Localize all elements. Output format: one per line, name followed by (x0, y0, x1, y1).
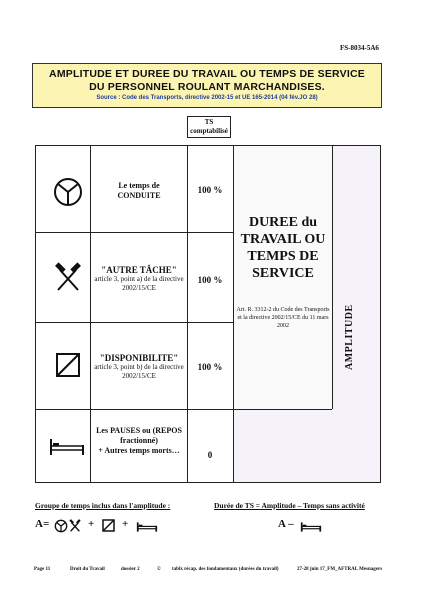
hammers-icon (68, 519, 82, 533)
duree-title-line3: TEMPS DE (247, 249, 319, 264)
row-driving-pct: 100 % (197, 185, 223, 195)
footer-copyright: © (157, 567, 161, 572)
formula-left-a: A= (35, 518, 50, 530)
ts-header-line2: comptabilisé (190, 127, 228, 135)
banner-source: Source : Code des Transports, directive 2002-15 et UE 165-2014 (04 fév.JO 28) (96, 95, 318, 101)
availability-square-icon (102, 519, 115, 532)
bed-icon (300, 521, 322, 533)
banner-title-line1: AMPLITUDE ET DUREE DU TRAVAIL OU TEMPS DE SERVICE (49, 68, 365, 80)
row-availability-label-b: article 3, point b) de la directive 2002/15/CE (94, 363, 184, 380)
row-divider-3 (35, 409, 332, 410)
footer-page: Page 11 (34, 567, 51, 572)
row-divider-2 (35, 322, 233, 323)
row-availability-label-a: "DISPONIBILITE" (99, 353, 179, 363)
document-code: FS-8034-5A6 (340, 44, 379, 52)
footer-title: tablx récap. des fondamentaux (durées du travail) (172, 567, 279, 572)
footer-dossier: dossier 2 (121, 567, 140, 572)
row-breaks-label-b: + Autres temps morts… (98, 446, 180, 455)
row-availability-pct: 100 % (197, 362, 223, 372)
availability-square-icon (55, 352, 81, 378)
row-breaks-pct: 0 (207, 450, 213, 460)
duree-title-line2: TRAVAIL OU (240, 232, 326, 247)
row-divider-1 (35, 232, 233, 233)
row-other-task-pct: 100 % (197, 275, 223, 285)
col-divider-3 (233, 145, 234, 483)
hammers-icon (52, 262, 84, 294)
ts-header (187, 116, 231, 138)
row-driving-label-b: CONDUITE (117, 191, 161, 200)
duree-legal-note: Art. R. 3312-2 du Code des Transports et la directive 2002/15/CE du 11 mars 2002 (236, 307, 330, 329)
group-heading: Groupe de temps inclus dans l'amplitude : (35, 501, 171, 510)
row-other-task-label-a: "AUTRE TÂCHE" (101, 265, 177, 275)
bed-icon (48, 437, 86, 457)
footer-section: Droit du Travail (70, 567, 105, 572)
tachograph-driving-icon (52, 176, 84, 208)
row-other-task-label-b: article 3, point a) de la directive 2002/15/CE (94, 275, 184, 292)
col-divider-1 (90, 145, 91, 483)
bed-icon (136, 521, 158, 533)
col-divider-4 (332, 145, 333, 409)
duree-title-line1: DUREE du (248, 215, 318, 230)
duree-title-line4: SERVICE (252, 266, 314, 281)
row-breaks-label-a: Les PAUSES ou (REPOS fractionné) (96, 426, 182, 445)
duree-title (234, 214, 332, 282)
formula-plus-1: + (88, 518, 95, 530)
amplitude-label: AMPLITUDE (344, 304, 355, 370)
row-driving-label-a: Le temps de (118, 181, 160, 190)
formula-right-a: A – (278, 518, 294, 530)
row-availability-label (92, 353, 186, 381)
title-banner (32, 63, 382, 108)
ts-header-line1: TS (204, 118, 214, 126)
row-other-task-label (92, 265, 186, 293)
col-divider-2 (187, 145, 188, 483)
row-breaks-label (92, 426, 186, 456)
formula-plus-2: + (122, 518, 129, 530)
row-driving-label (92, 181, 186, 201)
ts-duration-heading: Durée de TS = Amplitude – Temps sans activité (214, 501, 365, 510)
banner-title-line2: DU PERSONNEL ROULANT MARCHANDISES. (89, 81, 325, 93)
tachograph-driving-icon (54, 519, 68, 533)
footer-ref: 27-28 juin 17_FM_AFTRAL Mesnagers (297, 567, 383, 572)
